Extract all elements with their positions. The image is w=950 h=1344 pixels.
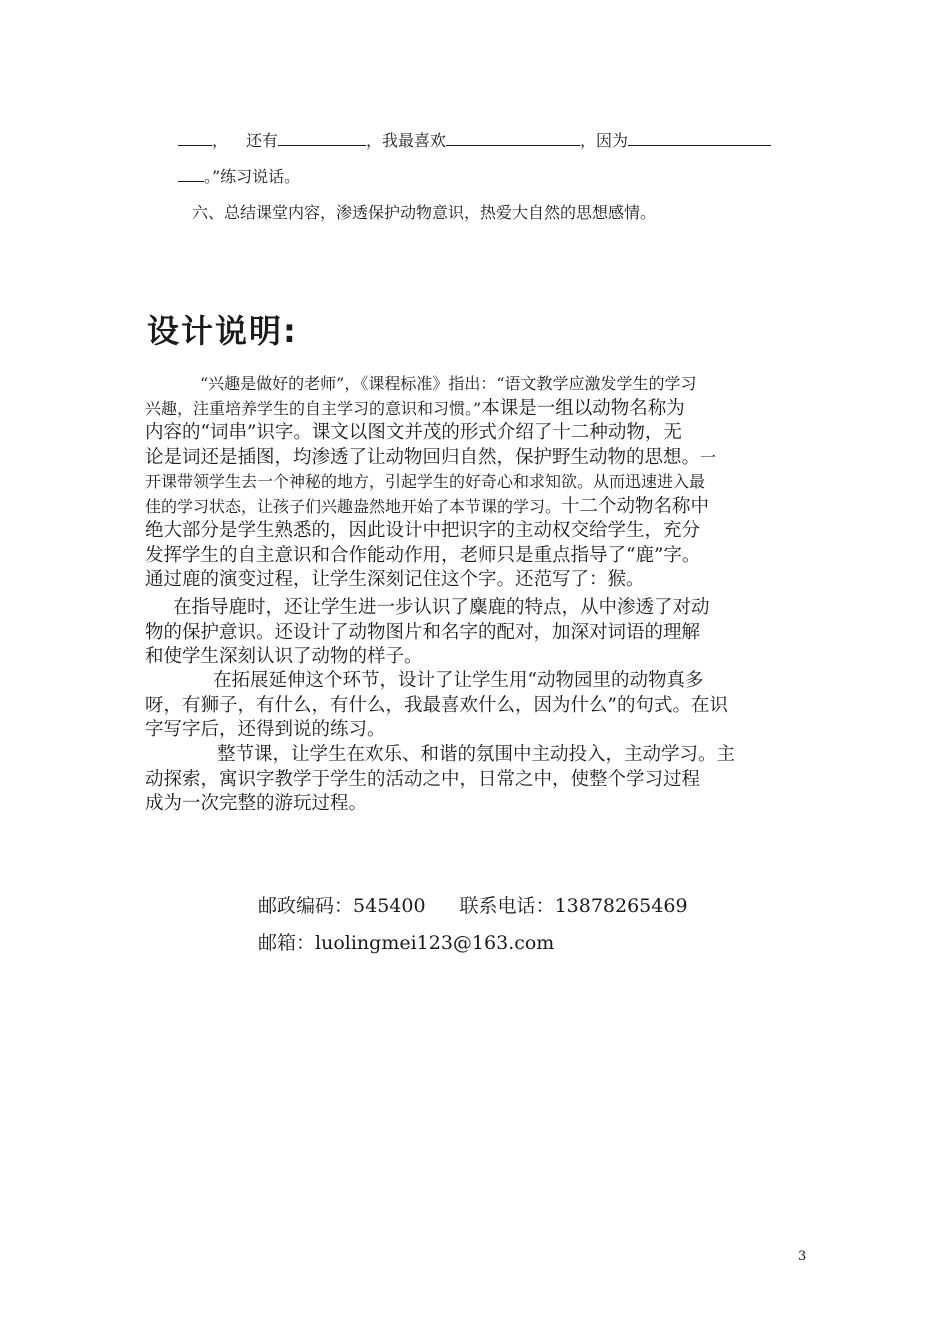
email-label: 邮箱： <box>258 932 316 954</box>
blank-5 <box>178 164 204 182</box>
exercise-line-2: 。”练习说话。 <box>178 164 300 187</box>
postcode-value: 545400 <box>353 895 426 917</box>
blank-1 <box>178 128 212 146</box>
blank-3 <box>446 128 580 146</box>
contact-line-2 <box>258 928 554 955</box>
design-paragraph-4: 整节课，让学生在欢乐、和谐的氛围中主动投入，主动学习。主 动探索，寓识字教学于学生的活动之中，日常之中，使整个学习过程 成为一次完整的游玩过程。 <box>145 744 736 814</box>
exercise-item-6: 六、总结课堂内容，渗透保护动物意识，热爱大自然的思想感情。 <box>192 203 657 222</box>
section-heading: 设计说明: <box>147 312 298 350</box>
blank-2 <box>278 128 366 146</box>
blank-4 <box>628 128 771 146</box>
exercise-line-1: ， 还有 ，我最喜欢 ，因为 <box>178 128 771 151</box>
phone-label: 联系电话： <box>459 895 555 917</box>
phone-value: 13878265469 <box>554 895 688 917</box>
design-paragraph-1: “兴趣是做好的老师”，《课程标准》指出：“语文教学应激发学生的学习 兴趣，注重培养学生的自主学习的意识和习惯。”本课是一组以动物名称为 内容的“词串”识字。课文以图文并茂的形式介绍了十二种动物，无 论是词还是插图，均渗透了让动物回归自然，保护野生动物的思想。一 开课带领学生去一个神秘的地方，引起学生的好奇心和求知欲。从而迅速进入最 佳的学习状态，让孩子们兴趣盎然地开始了本节课的学习。十二个动物名称中 绝大部分是学生熟悉的，因此设计中把识字的主动权交给学生，充分 发挥学生的自主意识和合作能动作用，老师只是重点指导了“鹿”字。 通过鹿的演变过程，让学生深刻记住这个字。还范写了：猴。 <box>145 374 717 590</box>
design-paragraph-2: 在指导鹿时，还让学生进一步认识了麋鹿的特点，从中渗透了对动 物的保护意识。还设计了动物图片和名字的配对，加深对词语的理解 和使学生深刻认识了动物的样子。 <box>145 597 710 667</box>
postcode-label: 邮政编码： <box>258 895 354 917</box>
email-value: luolingmei123@163.com <box>315 932 555 954</box>
page-number: 3 <box>798 1249 807 1264</box>
contact-line-1 <box>258 891 688 918</box>
design-paragraph-3: 在拓展延伸这个环节，设计了让学生用“动物园里的动物真多 呀，有狮子，有什么，有什么，我最喜欢什么，因为什么”的句式。在识 字写字后，还得到说的练习。 <box>145 670 728 740</box>
